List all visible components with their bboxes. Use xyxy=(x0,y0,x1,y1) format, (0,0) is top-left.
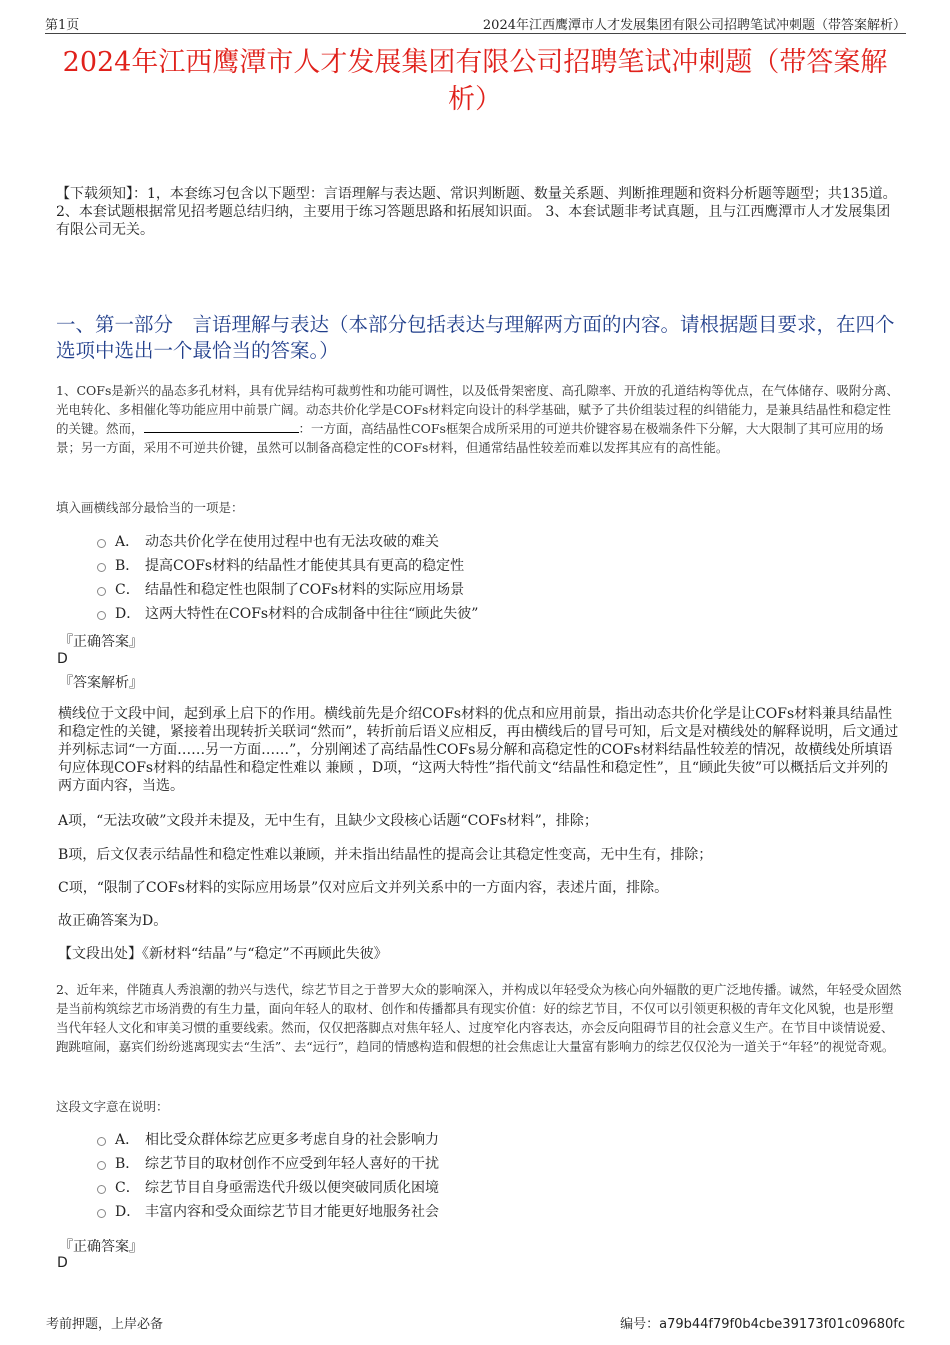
option-text: 结晶性和稳定性也限制了COFs材料的实际应用场景 xyxy=(145,582,465,598)
header-doc-title: 2024年江西鹰潭市人才发展集团有限公司招聘笔试冲刺题（带答案解析） xyxy=(482,18,906,33)
radio-button[interactable] xyxy=(97,1185,106,1194)
option-text: 综艺节目自身亟需迭代升级以便突破同质化困境 xyxy=(145,1180,439,1196)
answer-analysis: 横线位于文段中间，起到承上启下的作用。横线前先是介绍COFs材料的优点和应用前景，指出动态共价化学是让COFs材料兼具结晶性和稳定性的关键，紧接着出现转折关联词“然而”，转折前后语义应相反，再由横线后的冒号可知，后文是对横线处的解释说明，后文通过并列标志词“一方面……另一方面……”，分别阐述了高结晶性COFs易分解和高稳定性的COFs材料结晶性较差的情况，故横线处所填语句应体现COFs材料的结晶性和稳定性难以 兼顾 ，D项，“这两大特性”指代前文“结晶性和稳定性”，且“顾此失彼”可以概括后文并列的两方面内容，当选。 xyxy=(58,706,899,794)
option-text: 综艺节目的取材创作不应受到年轻人喜好的干扰 xyxy=(145,1156,439,1172)
option-letter: C． xyxy=(115,582,140,598)
radio-button[interactable] xyxy=(97,1161,106,1170)
option-text: 这两大特性在COFs材料的合成制备中往往“顾此失彼” xyxy=(145,606,479,622)
option-text: 相比受众群体综艺应更多考虑自身的社会影响力 xyxy=(145,1132,439,1148)
section-heading: 一、第一部分 言语理解与表达（本部分包括表达与理解两方面的内容。请根据题目要求，在四个选项中选出一个最恰当的答案。） xyxy=(56,313,895,362)
explanation-option-c: C项，“限制了COFs材料的实际应用场景”仅对应后文并列关系中的一方面内容，表述片面，排除。 xyxy=(58,880,669,896)
radio-button[interactable] xyxy=(97,611,106,620)
page-header xyxy=(45,14,906,34)
answer-conclusion: 故正确答案为D。 xyxy=(58,913,168,929)
correct-answer-label: 『正确答案』 xyxy=(59,634,143,650)
option-letter: D． xyxy=(115,606,141,622)
question-2-prompt: 这段文字意在说明： xyxy=(56,1099,169,1114)
option-text: 丰富内容和受众面综艺节目才能更好地服务社会 xyxy=(145,1204,439,1220)
option-letter: B． xyxy=(115,1156,140,1172)
question-1-text-before: 1、COFs是新兴的晶态多孔材料，具有优异结构可裁剪性和功能可调性，以及低骨架密度、高孔隙率、开放的孔道结构等优点，在气体储存、吸附分离、光电转化、多相催化等功能应用中前景广阔。动态共价化学是COFs材料定向设计的科学基础，赋予了共价组装过程的纠错能力，是兼具结晶性和稳定性的关键。然而， xyxy=(56,383,899,436)
explanation-option-b: B项，后文仅表示结晶性和稳定性难以兼顾，并未指出结晶性的提高会让其稳定性变高，无中生有，排除； xyxy=(58,847,713,863)
option-letter: D． xyxy=(115,1204,141,1220)
radio-button[interactable] xyxy=(97,1137,106,1146)
option-letter: A． xyxy=(115,534,140,550)
download-notice: 【下载须知】：1，本套练习包含以下题型：言语理解与表达题、常识判断题、数量关系题、判断推理题和资料分析题等题型；共135道。 2、本套试题根据常见招考题总结归纳，主要用于练习答题思路和拓展知识面。 3、本套试题非考试真题，且与江西鹰潭市人才发展集团有限公司无关。 xyxy=(56,186,897,238)
text-source: 【文段出处】《新材料“结晶”与“稳定”不再顾此失彼》 xyxy=(58,946,388,962)
answer-analysis-label: 『答案解析』 xyxy=(59,675,143,691)
document-title: 2024年江西鹰潭市人才发展集团有限公司招聘笔试冲刺题（带答案解析） xyxy=(62,47,888,115)
option-letter: B． xyxy=(115,558,140,574)
explanation-option-a: A项，“无法攻破”文段并未提及，无中生有，且缺少文段核心话题“COFs材料”，排除； xyxy=(58,813,598,829)
option-text: 提高COFs材料的结晶性才能使其具有更高的稳定性 xyxy=(145,558,465,574)
footer-code-label: 编号： xyxy=(620,1317,660,1332)
correct-answer: D xyxy=(57,651,68,667)
option-letter: A． xyxy=(115,1132,140,1148)
footer-slogan: 考前押题，上岸必备 xyxy=(46,1317,164,1332)
correct-answer: D xyxy=(57,1255,68,1271)
question-1-text xyxy=(56,381,902,457)
option-letter: C． xyxy=(115,1180,140,1196)
fill-blank xyxy=(144,421,299,433)
option-text: 动态共价化学在使用过程中也有无法攻破的难关 xyxy=(145,534,439,550)
radio-button[interactable] xyxy=(97,563,106,572)
radio-button[interactable] xyxy=(97,1209,106,1218)
question-1-text-after: ：一方面，高结晶性COFs框架合成所采用的可逆共价键容易在极端条件下分解，大大限制了其可应用的场景；另一方面，采用不可逆共价键，虽然可以制备高稳定性的COFs材料，但通常结晶性较差而难以发挥其应有的高性能。 xyxy=(56,421,884,455)
radio-button[interactable] xyxy=(97,587,106,596)
footer-code-value: a79b44f79f0b4cbe39173f01c09680fc xyxy=(659,1317,905,1332)
question-1-prompt: 填入画横线部分最恰当的一项是： xyxy=(56,500,244,515)
radio-button[interactable] xyxy=(97,539,106,548)
question-2-text: 2、近年来，伴随真人秀浪潮的勃兴与迭代，综艺节目之于普罗大众的影响深入，并构成以年轻受众为核心向外辐散的更广泛地传播。诚然，年轻受众固然是当前构筑综艺市场消费的有生力量，面向年轻人的取材、创作和传播都具有现实价值：好的综艺节目，不仅可以引领更积极的青年文化风貌，也是形塑当代年轻人文化和审美习惯的重要线索。然而，仅仅把落脚点对焦年轻人、过度窄化内容表达，亦会反向阻碍节目的社会意义生产。在节目中谈情说爱、跑跳喧闹，嘉宾们纷纷逃离现实去“生活”、去“远行”，趋同的情感构造和假想的社会焦虑让大量富有影响力的综艺仅仅沦为一道关于“年轻”的视觉奇观。 xyxy=(56,982,902,1054)
footer-code xyxy=(620,1313,905,1332)
page-number: 第1页 xyxy=(45,18,80,33)
correct-answer-label: 『正确答案』 xyxy=(59,1239,143,1255)
